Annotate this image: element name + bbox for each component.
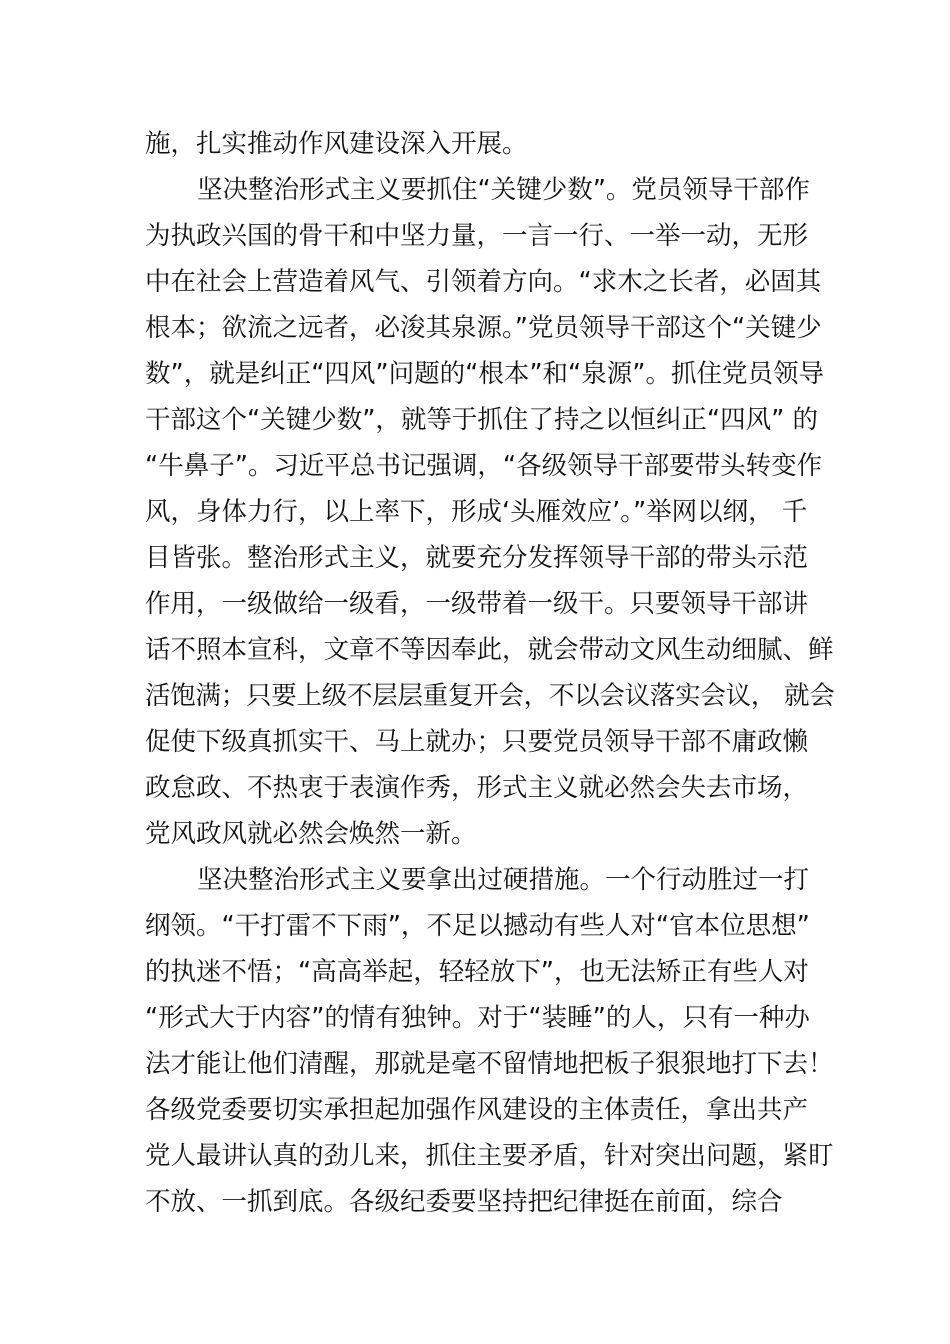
text-line: 活饱满；只要上级不层层重复开会，不以会议落实会议， 就会: [145, 681, 835, 711]
text-line: 风，身体力行，以上率下，形成‘头雁效应’。”举网以纲， 千: [145, 497, 808, 527]
text-line: 中在社会上营造着风气、引领着方向。“求木之长者，必固其: [145, 267, 822, 297]
text-line: 党人最讲认真的劲儿来，抓住主要矛盾，针对突出问题，紧盯: [145, 1141, 834, 1171]
text-line: 法才能让他们清醒，那就是毫不留情地把板子狠狠地打下去！: [145, 1049, 834, 1079]
text-line: 干部这个“关键少数”，就等于抓住了持之以恒纠正“四风” 的: [145, 405, 818, 435]
text-line: 各级党委要切实承担起加强作风建设的主体责任，拿出共产: [145, 1095, 809, 1125]
text-line: 作用，一级做给一级看，一级带着一级干。只要领导干部讲: [145, 589, 809, 619]
text-line: 的执迷不悟；“高高举起，轻轻放下”，也无法矫正有些人对: [145, 957, 809, 987]
text-line: 数”，就是纠正“四风”问题的“根本”和“泉源”。抓住党员领导: [145, 359, 824, 389]
text-line: 坚决整治形式主义要拿出过硬措施。一个行动胜过一打: [197, 865, 810, 895]
text-line: 话不照本宣科，文章不等因奉此，就会带动文风生动细腻、鲜: [145, 635, 834, 665]
text-line: 促使下级真抓实干、马上就办；只要党员领导干部不庸政懒: [145, 727, 809, 757]
text-line: 为执政兴国的骨干和中坚力量，一言一行、一举一动，无形: [145, 221, 809, 251]
text-line: 施，扎实推动作风建设深入开展。: [145, 129, 528, 159]
body-text: [145, 121, 835, 1225]
text-line: “牛鼻子”。习近平总书记强调，“各级领导干部要带头转变作: [145, 451, 823, 481]
text-line: 目皆张。整治形式主义，就要充分发挥领导干部的带头示范: [145, 543, 809, 573]
text-line: 政怠政、不热衷于表演作秀，形式主义就必然会失去市场，: [145, 773, 809, 803]
text-line: 党风政风就必然会焕然一新。: [145, 819, 477, 849]
text-line: 根本；欲流之远者，必浚其泉源。”党员领导干部这个“关键少: [145, 313, 822, 343]
text-line: “形式大于内容”的情有独钟。对于“装睡”的人，只有一种办: [145, 1003, 810, 1033]
text-line: 不放、一抓到底。各级纪委要坚持把纪律挺在前面，综合: [145, 1187, 783, 1217]
text-line: 纲领。“干打雷不下雨”，不足以撼动有些人对“官本位思想”: [145, 911, 810, 941]
text-line: 坚决整治形式主义要抓住“关键少数”。党员领导干部作: [197, 175, 810, 205]
